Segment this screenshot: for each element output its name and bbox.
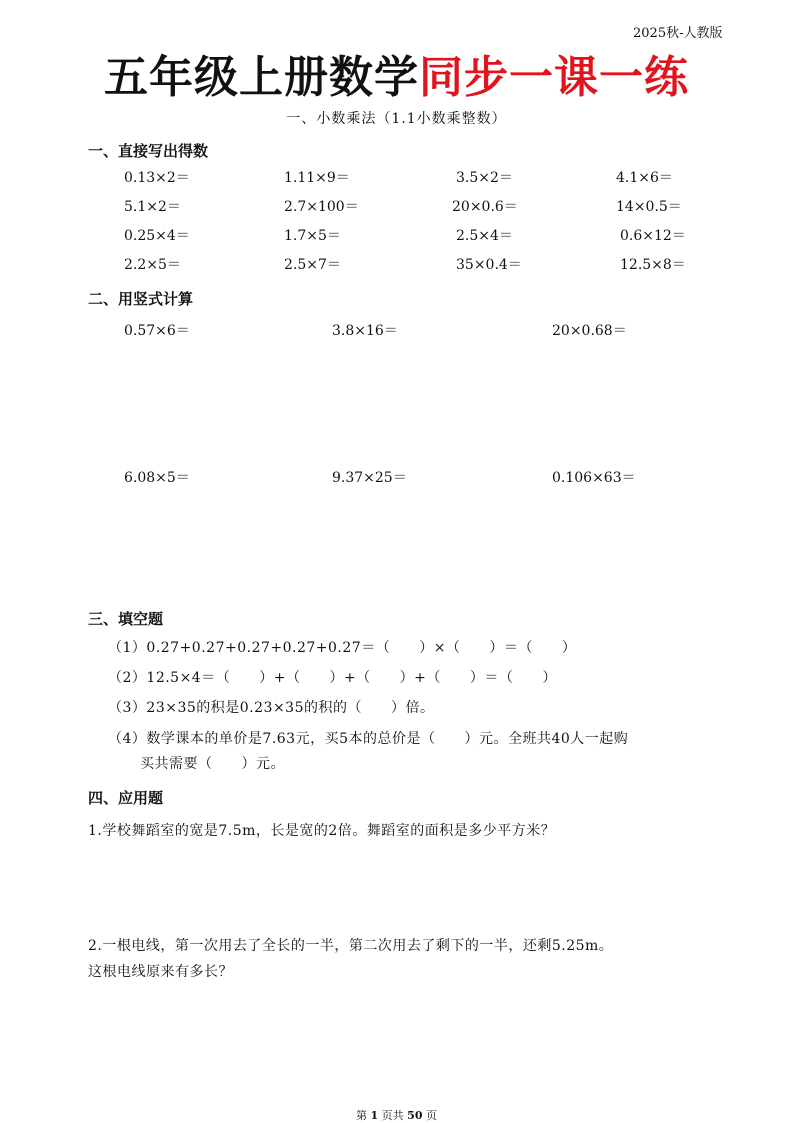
footer-page-number: 1 bbox=[370, 1109, 379, 1122]
oral-item: 2.7×100＝ bbox=[284, 199, 359, 215]
oral-item: 3.5×2＝ bbox=[456, 170, 513, 186]
word-problem-2-continued: 这根电线原来有多长？ bbox=[88, 964, 233, 980]
oral-item: 0.6×12＝ bbox=[620, 228, 686, 244]
footer-middle: 页共 bbox=[381, 1109, 404, 1122]
page-title bbox=[0, 50, 793, 106]
oral-item: 35×0.4＝ bbox=[456, 257, 522, 273]
oral-row bbox=[124, 167, 724, 196]
oral-item: 5.1×2＝ bbox=[124, 199, 181, 215]
oral-item: 1.7×5＝ bbox=[284, 228, 341, 244]
oral-item: 4.1×6＝ bbox=[616, 170, 673, 186]
vertical-calc-item: 9.37×25＝ bbox=[332, 470, 407, 486]
oral-item: 2.5×7＝ bbox=[284, 257, 341, 273]
vertical-calc-item: 3.8×16＝ bbox=[332, 323, 398, 339]
word-problem-2: 2.一根电线，第一次用去了全长的一半，第二次用去了剩下的一半，还剩5.25m。 bbox=[88, 938, 614, 954]
vertical-calc-item: 0.106×63＝ bbox=[552, 470, 636, 486]
vertical-calc-item: 0.57×6＝ bbox=[124, 323, 190, 339]
oral-item: 20×0.6＝ bbox=[452, 199, 518, 215]
fill-question-2: （2）12.5×4＝（ ）+（ ）+（ ）+（ ）＝（ ） bbox=[108, 670, 557, 686]
edition-label: 2025秋-人教版 bbox=[633, 26, 723, 41]
fill-question-1: （1）0.27+0.27+0.27+0.27+0.27＝（ ）×（ ）＝（ ） bbox=[108, 640, 577, 656]
oral-item: 1.11×9＝ bbox=[284, 170, 350, 186]
vertical-calc-item: 20×0.68＝ bbox=[552, 323, 627, 339]
section2-heading: 二、用竖式计算 bbox=[88, 290, 194, 308]
page-footer bbox=[0, 1107, 793, 1123]
vertical-calc-item: 6.08×5＝ bbox=[124, 470, 190, 486]
fill-question-3: （3）23×35的积是0.23×35的积的（ ）倍。 bbox=[108, 700, 435, 716]
oral-item: 2.5×4＝ bbox=[456, 228, 513, 244]
oral-item: 0.13×2＝ bbox=[124, 170, 190, 186]
oral-row bbox=[124, 196, 724, 225]
oral-item: 14×0.5＝ bbox=[616, 199, 682, 215]
footer-suffix: 页 bbox=[425, 1109, 437, 1122]
fill-question-4: （4）数学课本的单价是7.63元，买5本的总价是（ ）元。全班共40人一起购 bbox=[108, 731, 629, 747]
title-red-part: 同步一课一练 bbox=[419, 52, 689, 103]
section3-heading: 三、填空题 bbox=[88, 610, 164, 628]
fill-question-4-continued: 买共需要（ ）元。 bbox=[140, 756, 285, 772]
oral-row bbox=[124, 225, 724, 254]
oral-row bbox=[124, 254, 724, 283]
section1-heading: 一、直接写出得数 bbox=[88, 142, 209, 160]
word-problem-1: 1.学校舞蹈室的宽是7.5m，长是宽的2倍。舞蹈室的面积是多少平方米？ bbox=[88, 823, 556, 839]
footer-prefix: 第 bbox=[356, 1109, 368, 1122]
oral-calc-grid bbox=[124, 167, 724, 283]
section4-heading: 四、应用题 bbox=[88, 789, 164, 807]
oral-item: 0.25×4＝ bbox=[124, 228, 190, 244]
oral-item: 12.5×8＝ bbox=[620, 257, 686, 273]
title-black-part: 五年级上册数学 bbox=[104, 52, 419, 103]
oral-item: 2.2×5＝ bbox=[124, 257, 181, 273]
footer-total-pages: 50 bbox=[407, 1109, 423, 1122]
lesson-subtitle: 一、小数乘法（1.1小数乘整数） bbox=[286, 111, 507, 127]
